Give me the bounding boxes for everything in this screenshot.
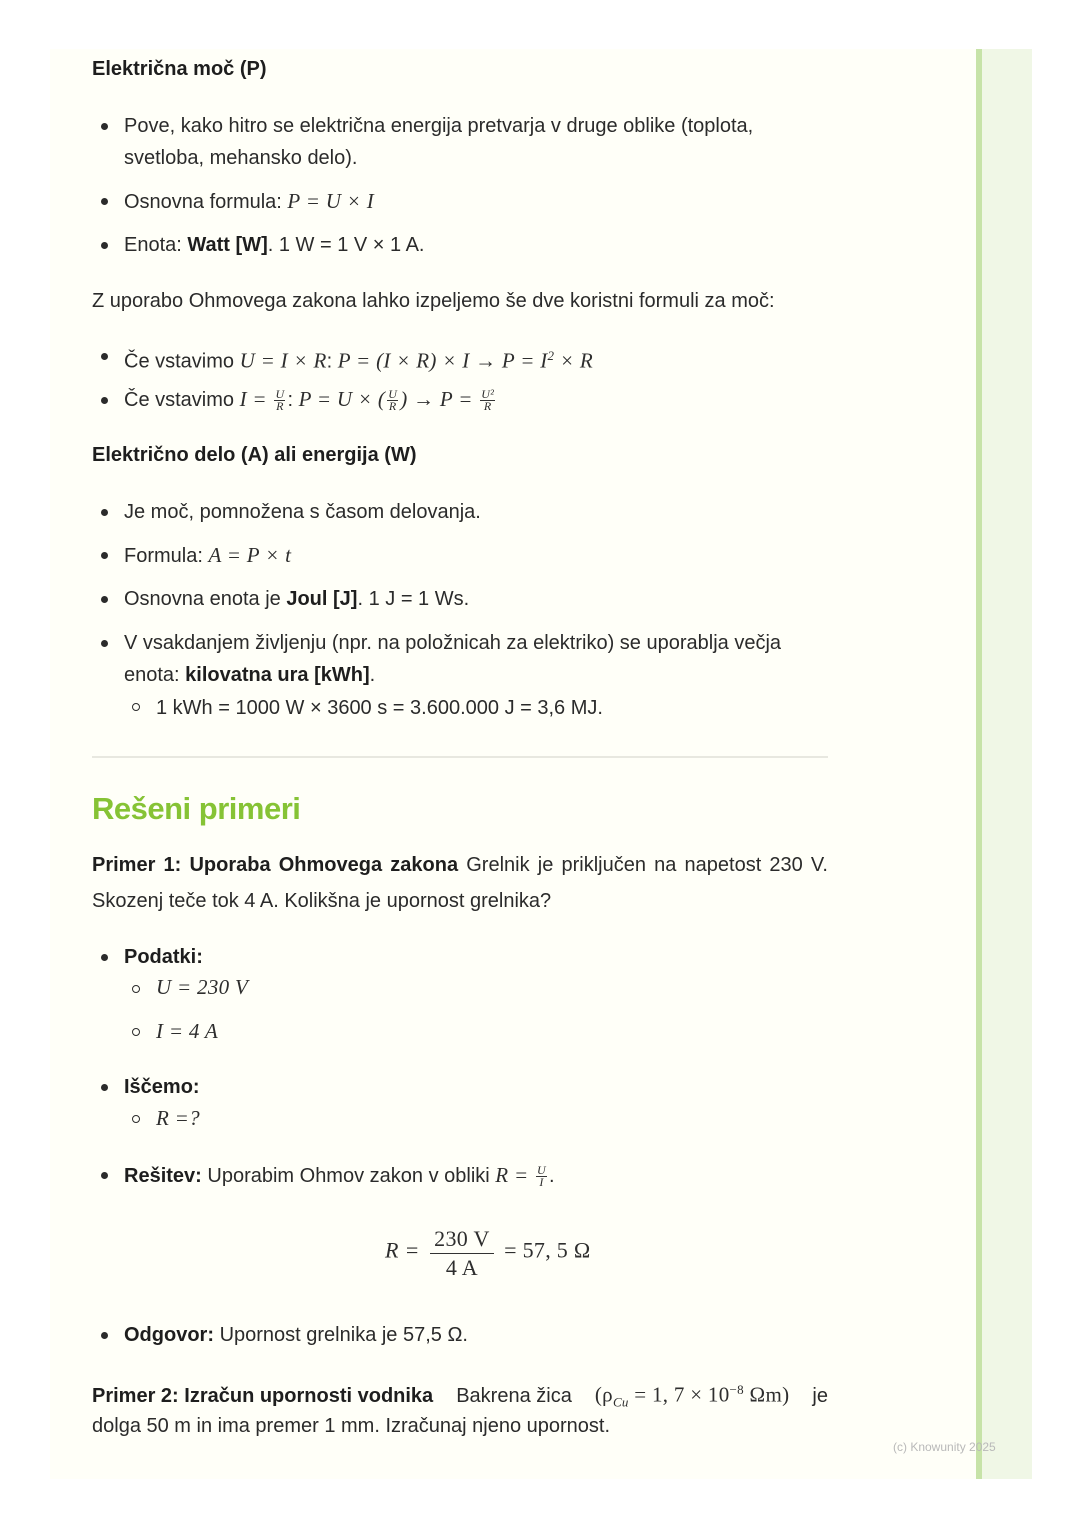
sub-bullet bbox=[132, 1028, 140, 1036]
formula-power: P = U × I bbox=[287, 189, 375, 213]
data-voltage: U = 230 V bbox=[156, 975, 249, 999]
bullet bbox=[101, 509, 108, 516]
answer-line: Odgovor: Upornost grelnika je 57,5 Ω. bbox=[124, 1324, 468, 1346]
power-bullet-3: Enota: Watt [W]. 1 W = 1 V × 1 A. bbox=[124, 234, 425, 256]
heading-electric-work: Električno delo (A) ali energija (W) bbox=[92, 444, 417, 466]
power-formula-2: Če vstavimo I = $\frac{U}{R}$ : P = U × ( $\frac{U}{R}$ ) → P = $\frac{\text{U²}}{R}$ bbox=[124, 387, 495, 414]
example-2-line-2: dolga 50 m in ima premer 1 mm. Izračunaj njeno upornost. bbox=[92, 1415, 611, 1437]
heading-solved-examples: Rešeni primeri bbox=[92, 791, 301, 826]
power-bullet-1: Pove, kako hitro se električna energija pretvarja v druge oblike (toplota, bbox=[124, 115, 754, 137]
solution-line: Rešitev: Uporabim Ohmov zakon v obliki R = $\frac{U}{I}$ . bbox=[124, 1163, 555, 1190]
divider bbox=[92, 756, 828, 758]
example-1-statement: Primer 1: Uporaba Ohmovega zakona Grelnik je priključen na napetost 230 V. Skozenj teče tok 4 A. Kolikšna je upornost grelnika? bbox=[92, 854, 828, 912]
sub-bullet bbox=[132, 1115, 140, 1123]
copyright-footer: (c) Knowunity 2025 bbox=[893, 1440, 996, 1454]
example-2-line-1: Primer 2: Izračun upornosti vodnika Bakrena žica ($\rho_{Cu} = 1$, $7 \times 10^{-8}$ Ωm) je bbox=[92, 1382, 828, 1410]
bullet bbox=[101, 123, 108, 130]
sub-bullet bbox=[132, 985, 140, 993]
work-bullet-4-cont: enota: kilovatna ura [kWh]. bbox=[124, 664, 376, 686]
bullet bbox=[101, 198, 108, 205]
bullet bbox=[101, 242, 108, 249]
seek-resistance: R =? bbox=[156, 1106, 200, 1130]
work-sub-bullet-1: 1 kWh = 1000 W × 3600 s = 3.600.000 J = 3,6 MJ. bbox=[156, 697, 603, 719]
bullet bbox=[101, 640, 108, 647]
formula-work: A = P × t bbox=[208, 543, 292, 567]
heading-electric-power: Električna moč (P) bbox=[92, 58, 267, 80]
work-bullet-1: Je moč, pomnožena s časom delovanja. bbox=[124, 501, 481, 523]
power-bullet-2: Osnovna formula: P = U × I bbox=[124, 189, 375, 213]
bullet bbox=[101, 954, 108, 961]
work-bullet-4: V vsakdanjem življenju (npr. na položnicah za elektriko) se uporablja večja bbox=[124, 632, 782, 654]
data-label: Podatki: bbox=[124, 946, 203, 968]
bullet bbox=[101, 1172, 108, 1179]
side-panel bbox=[976, 49, 1032, 1479]
solution-equation: R = $\frac{230 V}{4 A}$ = 57, 5 Ω bbox=[385, 1226, 591, 1280]
bullet bbox=[101, 1084, 108, 1091]
power-formula-1: Če vstavimo U = I × R: $P = (I \times R) \times I \to P = I^2 \times R$ bbox=[124, 348, 594, 373]
seek-label: Iščemo: bbox=[124, 1076, 200, 1098]
sub-bullet bbox=[132, 703, 140, 711]
bullet bbox=[101, 596, 108, 603]
bullet bbox=[101, 397, 108, 404]
side-accent-line bbox=[976, 49, 982, 1479]
work-bullet-3: Osnovna enota je Joul [J]. 1 J = 1 Ws. bbox=[124, 588, 470, 610]
power-bullet-1-cont: svetloba, mehansko delo). bbox=[124, 147, 358, 169]
power-intro-paragraph: Z uporabo Ohmovega zakona lahko izpeljemo še dve koristni formuli za moč: bbox=[92, 290, 775, 312]
bullet bbox=[101, 1332, 108, 1339]
bullet bbox=[101, 353, 108, 360]
bullet bbox=[101, 552, 108, 559]
data-current: I = 4 A bbox=[156, 1019, 218, 1043]
work-bullet-2: Formula: A = P × t bbox=[124, 543, 292, 567]
